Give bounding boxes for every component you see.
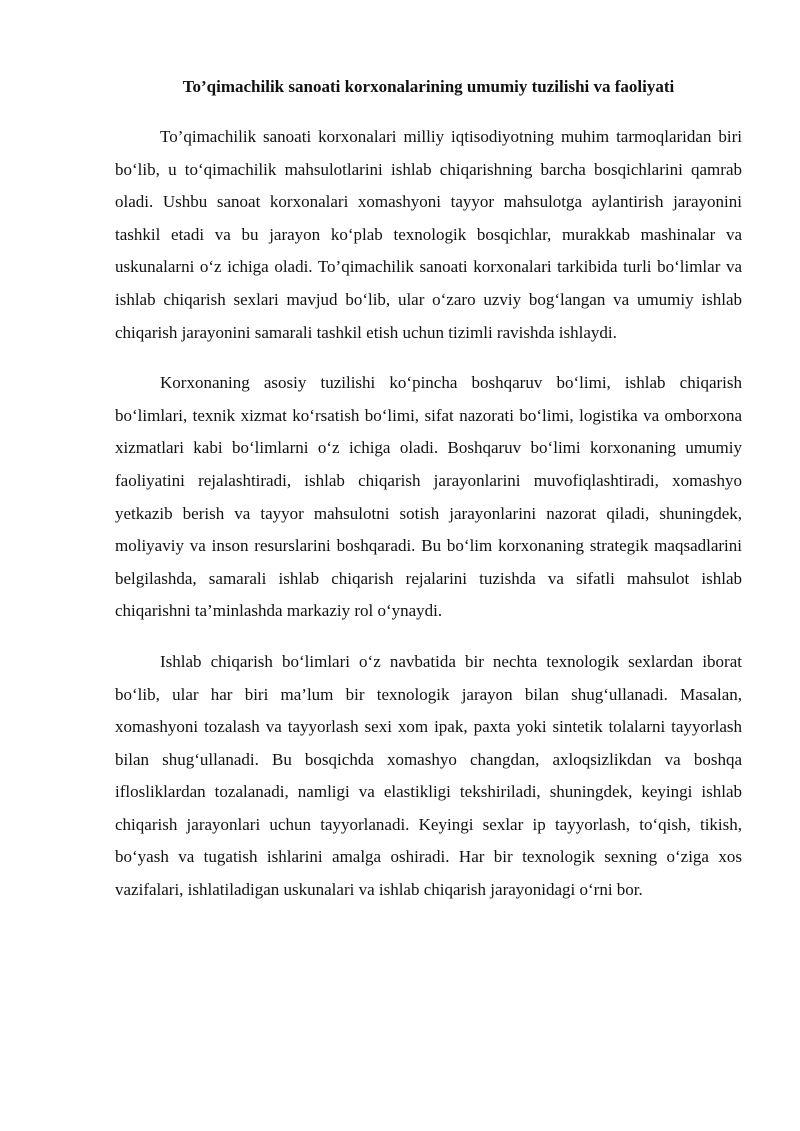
document-page [115, 74, 742, 925]
paragraph-1: To’qimachilik sanoati korxonalari milliy iqtisodiyotning muhim tarmoqlaridan biri bo‘lib, u to‘qimachilik mahsulotlarini ishlab chiqarishning barcha bosqichlarini qamrab oladi. Ushbu sanoat korxonalari xomashyoni tayyor mahsulotga aylantirish jarayonini tashkil etadi va bu jarayon ko‘plab texnologik bosqichlar, murakkab mashinalar va uskunalarni o‘z ichiga oladi. To’qimachilik sanoati korxonalari tarkibida turli bo‘limlar va ishlab chiqarish sexlari mavjud bo‘lib, ular o‘zaro uzviy bog‘langan va umumiy ishlab chiqarish jarayonini samarali tashkil etish uchun tizimli ravishda ishlaydi. [115, 127, 742, 342]
document-title: To’qimachilik sanoati korxonalarining umumiy tuzilishi va faoliyati [182, 77, 675, 96]
paragraph-3: Ishlab chiqarish bo‘limlari o‘z navbatida bir nechta texnologik sexlardan iborat bo‘lib, ular har biri ma’lum bir texnologik jarayon bilan shug‘ullanadi. Masalan, xomashyoni tozalash va tayyorlash sexi xom ipak, paxta yoki sintetik tolalarni tayyorlash bilan shug‘ullanadi. Bu bosqichda xomashyo changdan, axloqsizlikdan va boshqa iflosliklardan tozalanadi, namligi va elastikligi tekshiriladi, shuningdek, keyingi ishlab chiqarish jarayonlari uchun tayyorlanadi. Keyingi sexlar ip tayyorlash, to‘qish, tikish, bo‘yash va tugatish ishlarini amalga oshiradi. Har bir texnologik sexning o‘ziga xos vazifalari, ishlatiladigan uskunalari va ishlab chiqarish jarayonidagi o‘rni bor. [115, 651, 742, 900]
paragraph-2: Korxonaning asosiy tuzilishi ko‘pincha boshqaruv bo‘limi, ishlab chiqarish bo‘limlari, texnik xizmat ko‘rsatish bo‘limi, sifat nazorati bo‘limi, logistika va omborxona xizmatlari kabi bo‘limlarni o‘z ichiga oladi. Boshqaruv bo‘limi korxonaning umumiy faoliyatini rejalashtiradi, ishlab chiqarish jarayonlarini muvofiqlashtiradi, xomashyo yetkazib berish va tayyor mahsulotni sotish jarayonlarini nazorat qiladi, shuningdek, moliyaviy va inson resurslarini boshqaradi. Bu bo‘lim korxonaning strategik maqsadlarini belgilashda, samarali ishlab chiqarish rejalarini tuzishda va sifatli mahsulot ishlab chiqarishni ta’minlashda markaziy rol o‘ynaydi. [115, 373, 742, 621]
